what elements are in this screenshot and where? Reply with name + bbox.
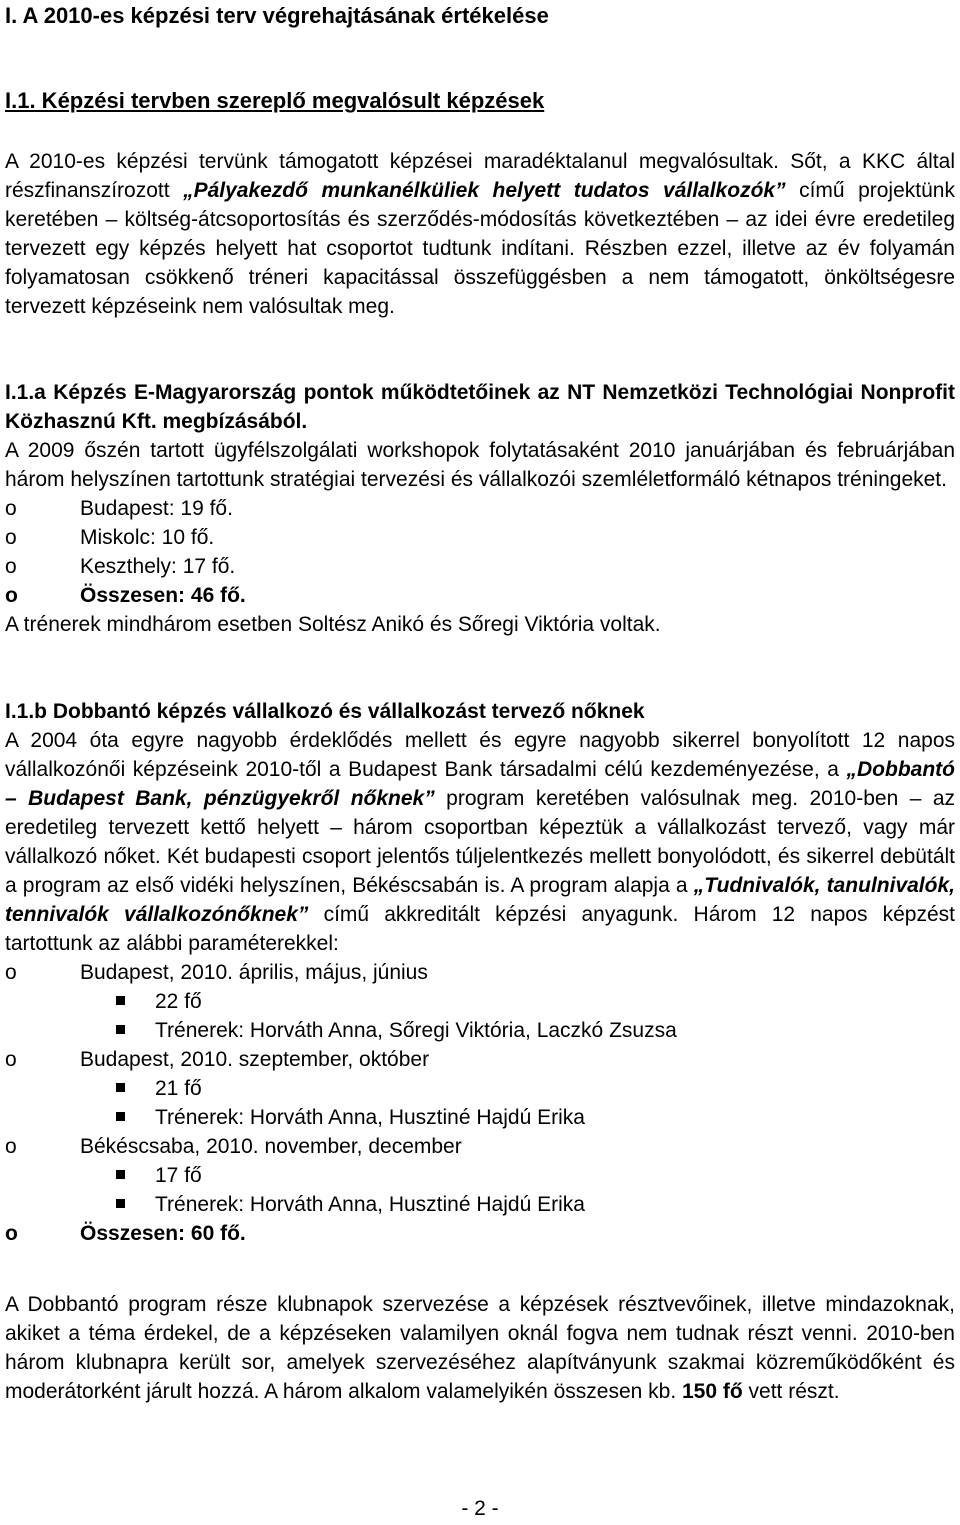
group-place: Budapest, 2010. április, május, június [80, 961, 428, 984]
sub-list-item: Trénerek: Horváth Anna, Husztiné Hajdú Erika [80, 1103, 955, 1132]
heading-2: I.1. Képzési tervben szereplő megvalósult képzések [5, 88, 545, 113]
section-b-text-3: című akkreditált képzési anyagunk. Három 12 napos képzést tartottunk az alábbi paraméterekkel: [5, 903, 955, 955]
group-place: Békéscsaba, 2010. november, december [80, 1135, 462, 1158]
intro-paragraph [5, 147, 955, 321]
section-a-list [5, 494, 955, 610]
sub-list [80, 1161, 955, 1219]
heading-1: I. A 2010-es képzési terv végrehajtásának értékelése [5, 3, 549, 28]
list-item [5, 1045, 955, 1132]
intro-text-1: A 2010-es képzési tervünk támogatott képzései maradéktalanul megvalósultak. Sőt, a KKC által részfinanszírozott [5, 150, 955, 202]
section-b [5, 697, 955, 1248]
club-text-2: vett részt. [742, 1380, 840, 1403]
program-title: „Dobbantó – Budapest Bank, pénzügyekről nőknek” [5, 758, 955, 810]
sub-list-item: Trénerek: Horváth Anna, Sőregi Viktória, Laczkó Zsuzsa [80, 1016, 955, 1045]
project-title: „Pályakezdő munkanélküliek helyett tudatos vállalkozók” [183, 179, 786, 202]
section-a [5, 378, 955, 639]
list-item-total: o Összesen: 60 fő. [5, 1219, 955, 1248]
sub-list-item: 21 fő [80, 1074, 955, 1103]
list-item: o Budapest: 19 fő. [5, 494, 955, 523]
section-b-text-2: program keretében valósulnak meg. 2010-ben – az eredetileg tervezett kettő helyett – három csoportban képeztük a vállalkozást tervező, vagy már vállalkozó nőket. Két budapesti csoport jelentős túljelentkezés mellett bonyolódott, és sikerrel debütált a program az első vidéki helyszínen, Békéscsabán is. A program alapja a [5, 787, 955, 897]
sub-list [80, 987, 955, 1045]
section-b-text-1: A 2004 óta egyre nagyobb érdeklődés mellett és egyre nagyobb sikerrel bonyolított 12 napos vállalkozónői képzéseink 2010-től a Budapest Bank társadalmi célú kezdeményezése, a [5, 729, 955, 781]
list-item: o Miskolc: 10 fő. [5, 523, 955, 552]
section-b-list [5, 958, 955, 1248]
club-paragraph [5, 1290, 955, 1406]
club-count: 150 fő [682, 1380, 743, 1403]
section-a-trainers: A trénerek mindhárom esetben Soltész Anikó és Sőregi Viktória voltak. [5, 613, 661, 636]
list-item [5, 958, 955, 1045]
sub-list-item: Trénerek: Horváth Anna, Husztiné Hajdú Erika [80, 1190, 955, 1219]
sub-list-item: 22 fő [80, 987, 955, 1016]
sub-list-item: 17 fő [80, 1161, 955, 1190]
material-title: „Tudnivalók, tanulnivalók, tennivalók vállalkozónőknek” [5, 874, 955, 926]
page-number: - 2 - [461, 1497, 499, 1520]
intro-text-2: című projektünk keretében – költség-átcsoportosítás és szerződés-módosítás következtében – az idei évre eredetileg tervezett egy képzés helyett hat csoportot tudtunk indítani. Részben ezzel, illetve az év folyamán folyamatosan csökkenő tréneri kapacitással összefüggésben a nem támogatott, önköltségesre tervezett képzéseink nem valósultak meg. [5, 179, 955, 318]
group-place: Budapest, 2010. szeptember, október [80, 1048, 430, 1071]
section-a-heading: I.1.a Képzés E-Magyarország pontok működtetőinek az NT Nemzetközi Technológiai Nonprofit Közhasznú Kft. megbízásából. [5, 381, 955, 433]
list-item [5, 1132, 955, 1219]
section-a-text: A 2009 őszén tartott ügyfélszolgálati workshopok folytatásaként 2010 januárjában és februárjában három helyszínen tartottunk stratégiai tervezési és vállalkozói szemléletformáló kétnapos tréningeket. [5, 439, 955, 491]
club-text-1: A Dobbantó program része klubnapok szervezése a képzések résztvevőinek, illetve mindazoknak, akiket a téma érdekel, de a képzéseken valamilyen oknál fogva nem tudnak részt venni. 2010-ben három klubnapra került sor, amelyek szervezéséhez alapítványunk szakmai közreműködőként és moderátorként járult hozzá. A három alkalom valamelyikén összesen kb. [5, 1293, 955, 1403]
sub-list [80, 1074, 955, 1132]
section-b-text [5, 726, 955, 958]
list-item-total: o Összesen: 46 fő. [5, 581, 955, 610]
list-item: o Keszthely: 17 fő. [5, 552, 955, 581]
section-b-heading: I.1.b Dobbantó képzés vállalkozó és vállalkozást tervező nőknek [5, 700, 645, 723]
